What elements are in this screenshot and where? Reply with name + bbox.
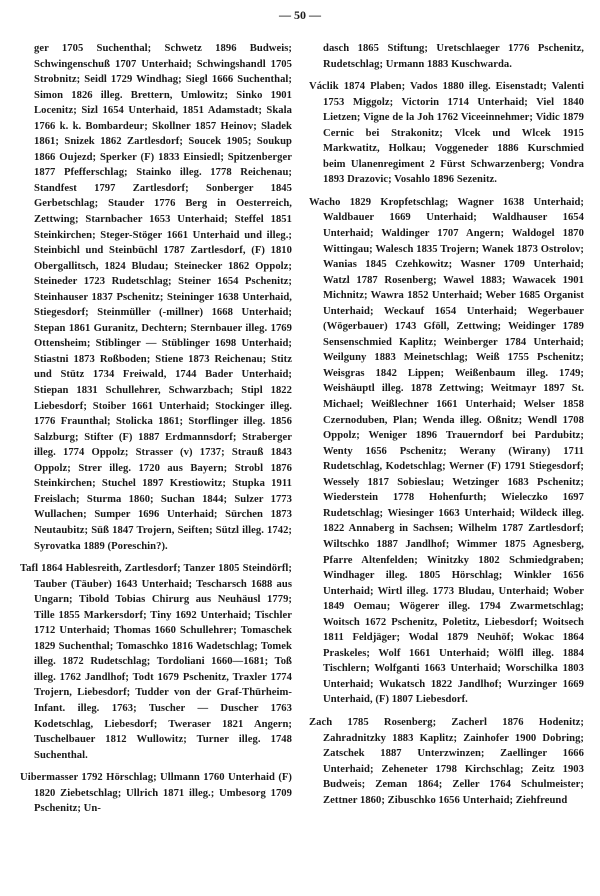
section-u-continued: dasch 1865 Stiftung; Uretschlaeger 1776 Pschenitz, Rudetschlag; Urmann 1883 Kuschwarda. — [323, 43, 584, 70]
section-v: Václik 1874 Plaben; Vados 1880 illeg. Eisenstadt; Valenti 1753 Miggolz; Victorin 1714 Unterhaid; Viel 1840 Lietzen; Vigne de la Joh 1762 Viceeinnehmer; Vidic 1879 Cernic bei Strakonitz; Vlcek und Wlcek 1915 Markwatitz, Holkau; Voggeneder 1886 Kurschmied beim Ulanenregiment 2 Fürst Schwarzenberg; Vondra 1893 Drazovic; Vosahlo 1896 Sezenitz. — [309, 81, 584, 186]
section-z: Zach 1785 Rosenberg; Zacherl 1876 Hodenitz; Zahradnitzky 1883 Kaplitz; Zainhofer 1900 Dobring; Zatschek 1887 Unterzwinzen; Zaellinger 1666 Unterhaid; Zeheneter 1798 Kirchschlag; Zeitz 1903 Budweis; Zeman 1864; Zeller 1764 Schulmeister; Zettner 1860; Zibuschko 1656 Unterhaid; Ziehfreund — [309, 716, 584, 806]
section-t: Tafl 1864 Hablesreith, Zartlesdorf; Tanzer 1805 Steindörfl; Tauber (Täuber) 1643 Unterhaid; Tescharsch 1688 aus Ungarn; Tibold Tobias Chirurg aus Neuhäusl 1779; Tille 1855 Markersdorf; Tiny 1692 Unterhaid; Tischler 1712 Unterhaid; Thomas 1660 Schullehrer; Tomaschek 1829 Suchenthal; Tomaschko 1816 Wadetschlag; Tomek illeg. 1872 Rudetschlag; Tordoliani 1660—1681; Toß illeg. 1762 Jandlhof; Todt 1679 Pschenitz, Traxler 1774 Trojern, Liebesdorf; Tudder von der Graf-Thürheim-Infant. illeg. 1763; Tuscher — Duscher 1763 Kodetschlag, Liebesdorf; Tweraser 1821 Angern; Tuschelbauer 1812 Wullowitz; Turner illeg. 1748 Suchenthal. — [20, 563, 292, 761]
section-w: Wacho 1829 Kropfetschlag; Wagner 1638 Unterhaid; Waldbauer 1669 Unterhaid; Waldhauser 1654 Unterhaid; Waldinger 1707 Angern; Waldogel 1870 Wittingau; Walesch 1835 Trojern; Wanek 1873 Ostrolov; Wanias 1845 Czehkowitz; Wasner 1709 Unterhaid; Watzl 1787 Rosenberg; Wawel 1883; Wawacek 1901 Michnitz; Wawra 1852 Unterhaid; Weber 1685 Organist Unterhaid; Weckauf 1654 Unterhaid; Wegerbauer (Wögerbauer) 1743 Gföll, Zettwing; Weidinger 1789 Sensenschmied Kaplitz; Weinberger 1784 Unterhaid; Weilguny 1883 Meinetschlag; Weiß 1755 Pschenitz; Weisgras 1842 Lippen; Weißenbaum illeg. 1749; Weishäuptl illeg. 1878 Zettwing; Weitmayr 1897 St. Michael; Weißlechner 1661 Unterhaid; Welser 1858 Czernoduben, Plan; Wenda illeg. Oßnitz; Wendl 1708 Oppolz; Weniger 1896 Trauerndorf bei Pardubitz; Wenty 1656 Pschenitz; Werany (Wirany) 1711 Rudetschlag, Kodetschlag; Werner (F) 1791 Stiegesdorf; Wessely 1817 Sobieslau; Wetzinger 1683 Pschenitz; Wiederstein 1778 Hohenfurth; Wieleczko 1697 Rudetschlag; Wiesinger 1663 Unterhaid; Wildeck illeg. 1822 Annaberg in Sachsen; Wilhelm 1787 Zartlesdorf; Wiltschko 1887 Jandlhof; Wimmer 1875 Agnesberg, Pfarre Altenfelden; Winitzky 1802 Schmiedgraben; Windhager illeg. 1805 Hörschlag; Winkler 1656 Unterhaid; Wirtl illeg. 1773 Bludau, Unterhaid; Wober 1849 Oemau; Wögerer illeg. 1794 Zwarmetschlag; Woitsch 1672 Pschenitz, Poletitz, Liebesdorf; Woitsech 1811 Feldjäger; Wodal 1879 Neuhöf; Wokac 1864 Praskeles; Wolf 1661 Unterhaid; Wölfl illeg. 1884 Tischlern; Wolfganti 1663 Unterhaid; Worschilka 1803 Unterhaid; Wukatsch 1822 Jandlhof; Wurzinger 1669 Unterhaid, (F) 1807 Liebesdorf. — [309, 196, 584, 706]
page-number: — 50 — — [279, 8, 321, 22]
right-column — [309, 41, 584, 808]
left-column — [20, 41, 292, 817]
section-s-continued: ger 1705 Suchenthal; Schwetz 1896 Budweis; Schwingenschuß 1707 Unterhaid; Schwingshandl 1705 Strobnitz; Seidl 1729 Windhag; Siegl 1666 Suchenthal; Simon 1826 illeg. Brettern, Umlowitz; Sinko 1901 Locenitz; Sizl 1654 Unterhaid, 1851 Adamstadt; Skala 1766 k. k. Bombardeur; Skollner 1857 Heinov; Sladek 1861; Snizek 1862 Zartlesdorf; Soucek 1905; Soukup 1866 Oujezd; Sperker (F) 1833 Einsiedl; Spitzenberger 1877 Pfefferschlag; Stainko illeg. 1778 Reichenau; Standfest 1797 Zartlesdorf; Sonberger 1845 Gerbetschlag; Stauder 1776 Berg in Oesterreich, Zettwing; Starnbacher 1653 Unterhaid; Steffel 1851 Steinkirchen; Steger-Stöger 1661 Unterhaid und illeg.; Steinbichl und Steinbüchl 1787 Zartlesdorf, (F) 1810 Obergallitsch, 1824 Bludau; Steinecker 1862 Oppolz; Steineder 1723 Rudetschlag; Steiner 1654 Pschenitz; Steinhauser 1837 Pschenitz; Steininger 1638 Unterhaid, Stiegesdorf; Steinmüller (-millner) 1668 Unterhaid; Stepan 1861 Guranitz, Dechtern; Sternbauer illeg. 1769 Ottensheim; Stiblinger — Stüblinger 1698 Unterhaid; Stiastni 1873 Roßboden; Stiene 1873 Reichenau; Stitz und Stütz 1734 Freiwald, 1744 Bader Unterhaid; Stiepan 1831 Schullehrer, Schwarzbach; Stipl 1822 Liebesdorf; Stoiber 1661 Unterhaid; Stockinger illeg. 1776 Fraunthal; Stolicka 1861; Storflinger illeg. 1856 Salzburg; Stifter (F) 1887 Erdmannsdorf; Straberger illeg. 1774 Oppolz; Strasser (v) 1737; Strauß 1843 Oppolz; Strer illeg. 1720 aus Bayern; Strobl 1876 Steinkirchen; Stuchel 1897 Krestiowitz; Stupka 1911 Freislach; Sturma 1860; Suchan 1844; Sulzer 1773 Wullachen; Sumper 1696 Unterhaid; Sürchen 1873 Neutaubitz; Süß 1847 Trojern, Seiften; Sützl illeg. 1742; Syrovatka 1889 (Poreschin?). — [34, 43, 292, 552]
section-u: Uibermasser 1792 Hörschlag; Ullmann 1760 Unterhaid (F) 1820 Ziebetschlag; Ullrich 1871 illeg.; Umbesorg 1709 Pschenitz; Un- — [20, 772, 292, 815]
